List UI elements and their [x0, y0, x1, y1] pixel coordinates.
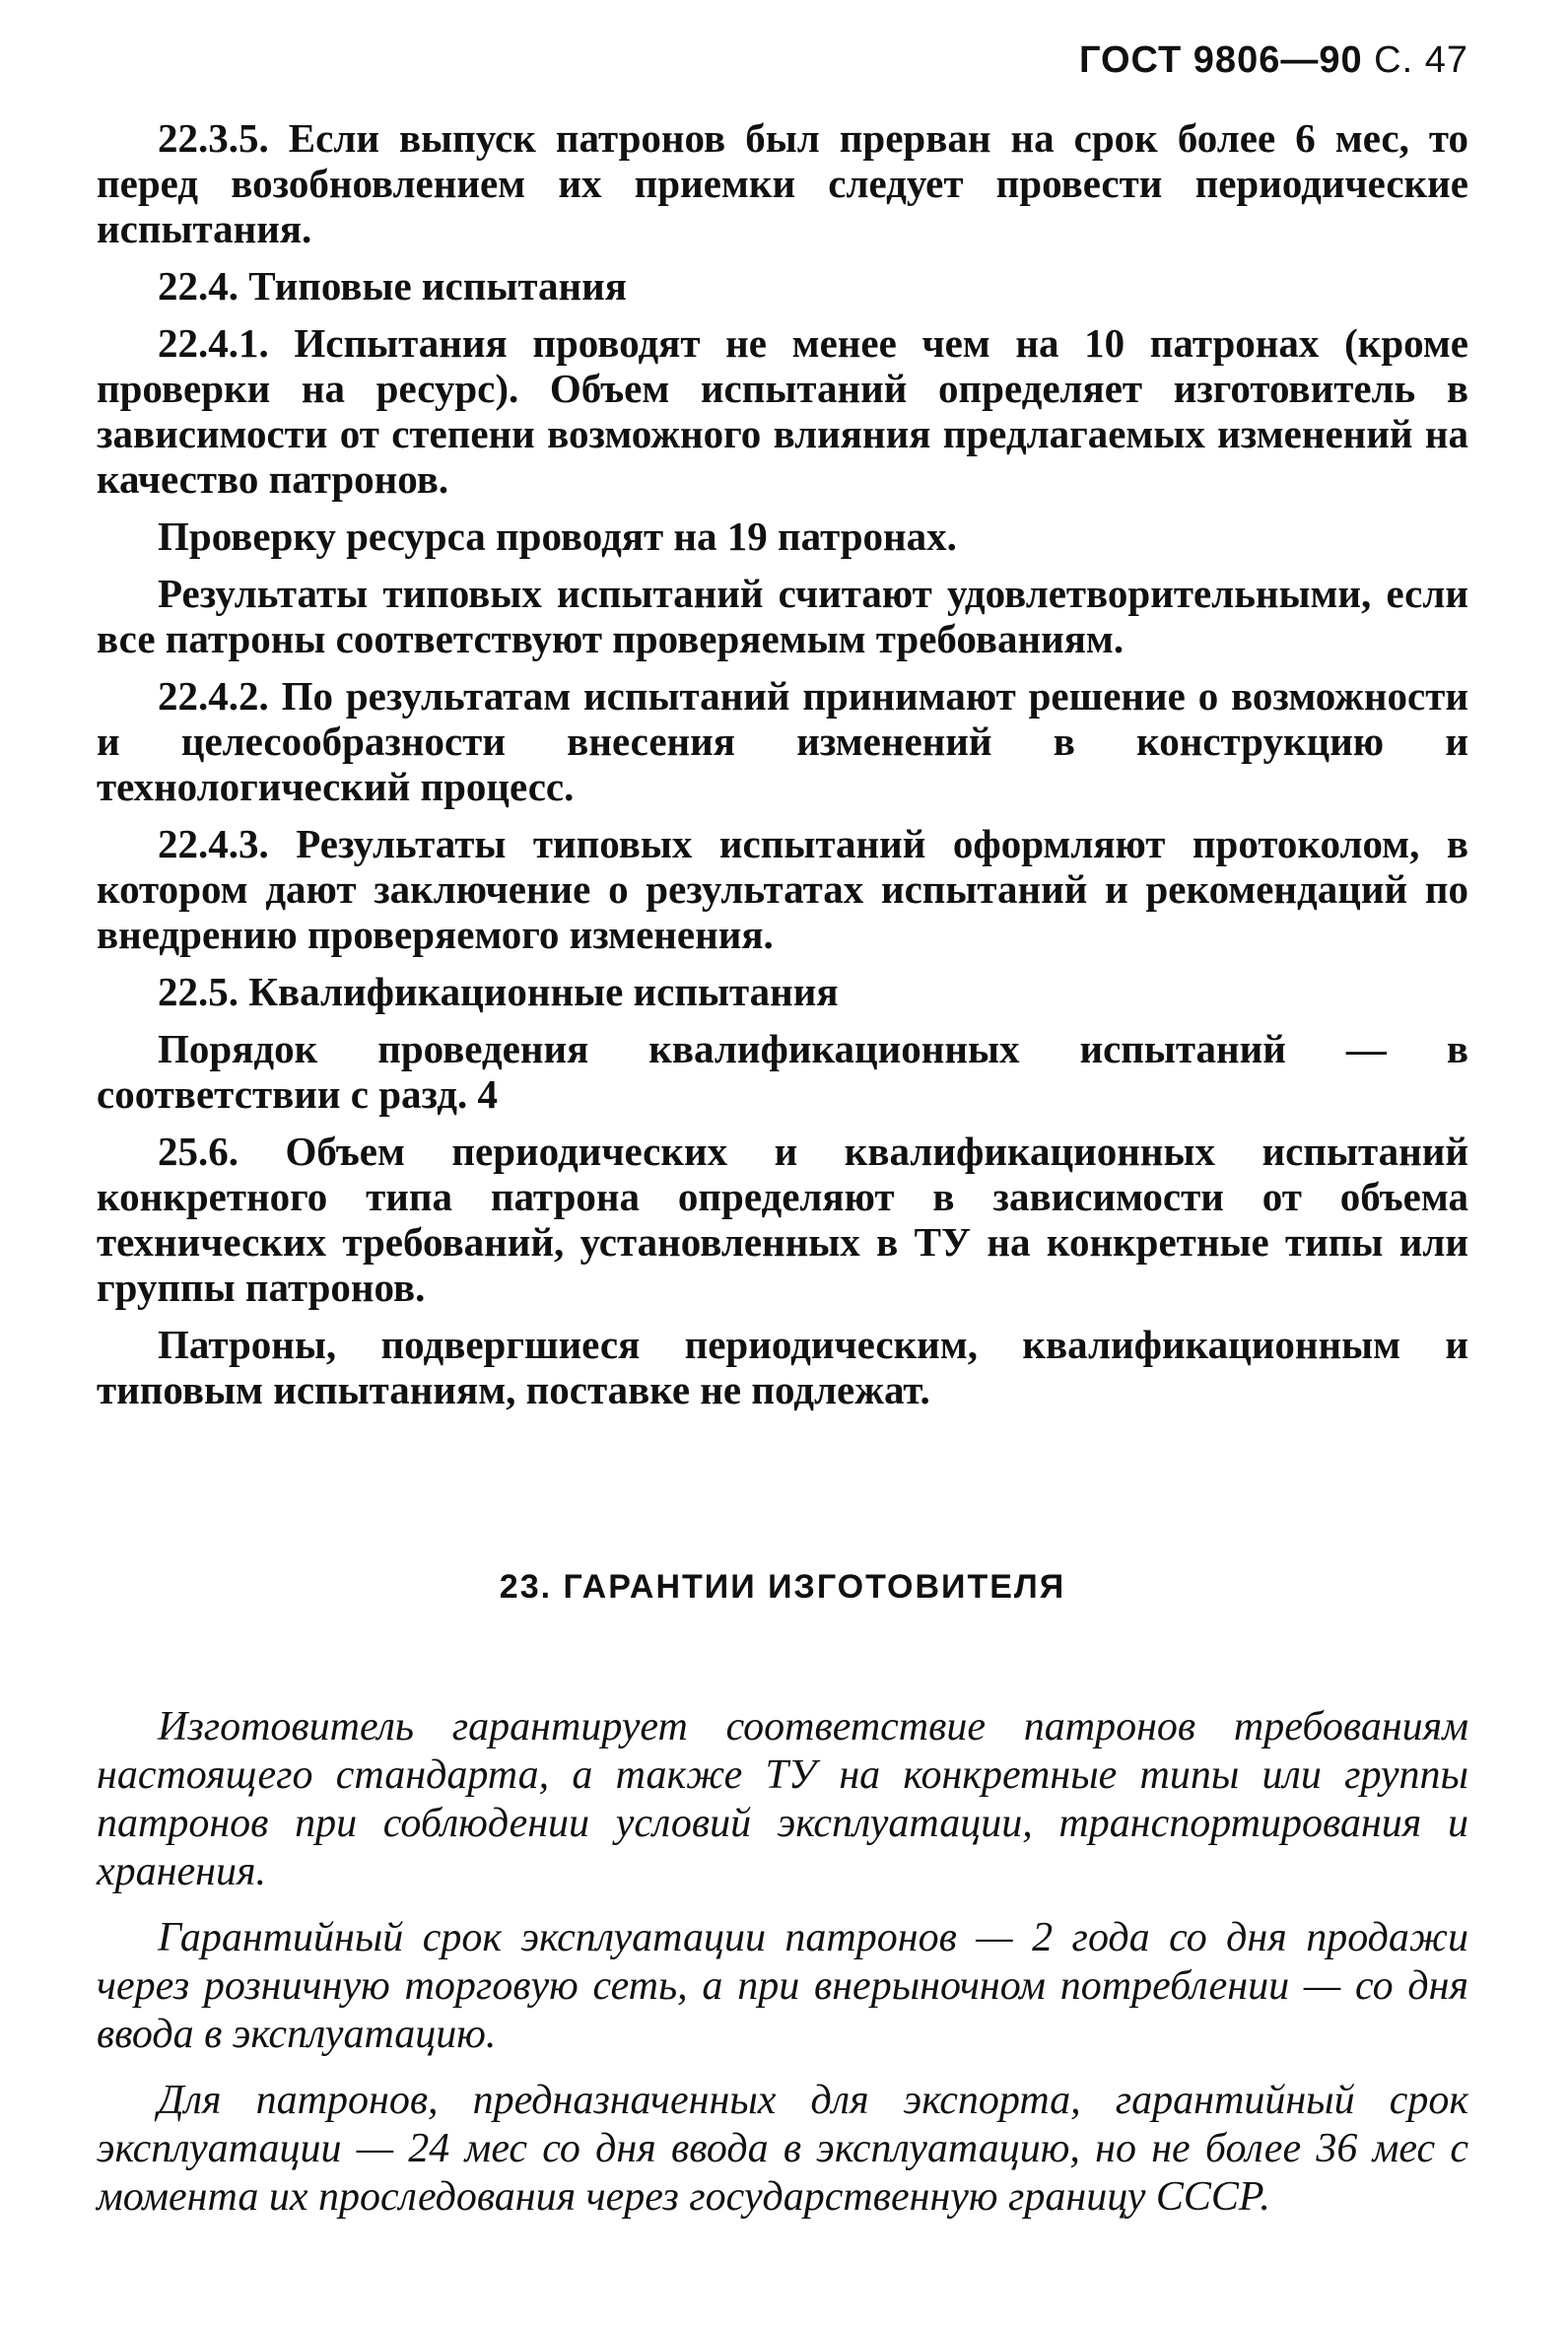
paragraph-25-6: 25.6. Объем периодических и квалификационных испытаний конкретного типа патрона определяют в зависимости от объема технических требований, установленных в ТУ на конкретные типы или группы патронов. — [97, 1129, 1468, 1310]
heading-22-5: 22.5. Квалификационные испытания — [158, 969, 839, 1014]
paragraph-22-3-5: 22.3.5. Если выпуск патронов был прерван на срок более 6 мес, то перед возобновлением их приемки следует провести периодические испытания. — [97, 115, 1468, 251]
page-header — [97, 39, 1468, 82]
document-page — [97, 39, 1468, 2239]
warranty-paragraph-compliance: Изготовитель гарантирует соответствие патронов требованиям настоящего стандарта, а также ТУ на конкретные типы или группы патронов при соблюдении условий эксплуатации, транспортирования и хранения. — [97, 1704, 1468, 1894]
paragraph-22-4-1: 22.4.1. Испытания проводят не менее чем на 10 патронах (кроме проверки на ресурс). Объем испытаний определяет изготовитель в зависимости от степени возможного влияния предлагаемых изменений на качество патронов. — [97, 320, 1468, 502]
page-number: С. 47 — [1374, 39, 1468, 81]
paragraph-qualification-order: Порядок проведения квалификационных испытаний — в соответствии с разд. 4 — [97, 1026, 1468, 1117]
paragraph-22-4-3: 22.4.3. Результаты типовых испытаний оформляют протоколом, в котором дают заключение о результатах испытаний и рекомендаций по внедрению проверяемого изменения. — [97, 821, 1468, 957]
section-title: 23. ГАРАНТИИ ИЗГОТОВИТЕЛЯ — [499, 1568, 1066, 1606]
warranty-paragraph-export: Для патронов, предназначенных для экспорта, гарантийный срок эксплуатации — 24 мес со дня ввода в эксплуатацию, но не более 36 мес с момента их проследования через государственную границу СССР. — [97, 2078, 1468, 2220]
paragraph-not-for-delivery: Патроны, подвергшиеся периодическим, квалификационным и типовым испытаниям, поставке не подлежат. — [97, 1322, 1468, 1412]
document-id: ГОСТ 9806—90 — [1078, 39, 1363, 81]
paragraph-22-4-2: 22.4.2. По результатам испытаний принимают решение о возможности и целесообразности внесения изменений в конструкцию и технологический процесс. — [97, 673, 1468, 809]
paragraph-type-test-results: Результаты типовых испытаний считают удовлетворительными, если все патроны соответствуют проверяемым требованиям. — [97, 571, 1468, 661]
warranty-paragraph-term: Гарантийный срок эксплуатации патронов — 2 года со дня продажи через розничную торговую сеть, а при внерыночном потреблении — со дня ввода в эксплуатацию. — [97, 1915, 1468, 2057]
paragraph-resource-check: Проверку ресурса проводят на 19 патронах. — [158, 514, 957, 559]
heading-22-4: 22.4. Типовые испытания — [158, 263, 627, 309]
